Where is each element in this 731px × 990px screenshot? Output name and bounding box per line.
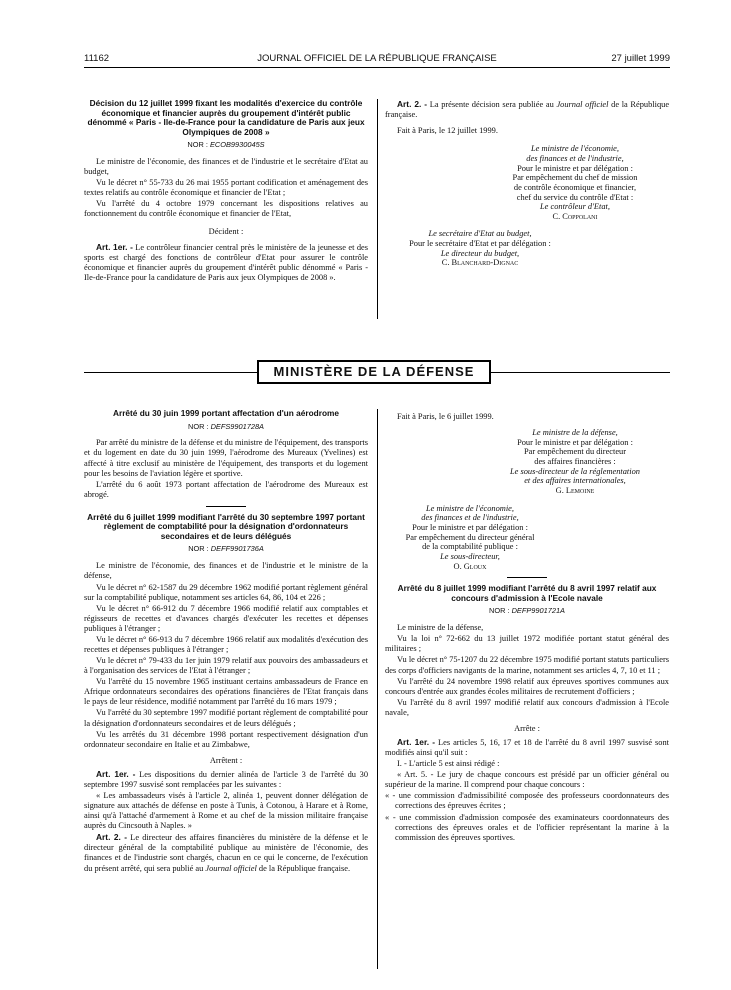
ministry-heading: MINISTÈRE DE LA DÉFENSE bbox=[257, 360, 491, 384]
paragraph: Vu l'arrêté du 4 octobre 1979 concernant les dispositions relatives au fonctionnement du contrôle économique et financier de l'Etat, bbox=[84, 199, 368, 219]
signature-block-3: Le ministre de la défense, Pour le ministre et par délégation : Par empêchement du directeur des affaires financières : Le sous-directeur de la réglementation et des affaires internationales, G. Lemoine bbox=[485, 428, 665, 496]
paragraph: Vu le décret n° 66-912 du 7 décembre 1966 modifié relatif aux comptables et régisseurs de recettes et d'avances chargés d'exécuter les recettes et dépenses publiques à l'étranger ; bbox=[84, 603, 368, 633]
paragraph: Vu l'arrêté du 15 novembre 1965 instituant certains ambassadeurs de France en Afrique ordonnateurs secondaires des opérations financières de l'Etat français dans le pays de leur résidence, modifié notamment par l'arrêté du 16 mars 1979 ; bbox=[84, 677, 368, 707]
paragraph: Vu le décret n° 62-1587 du 29 décembre 1962 modifié portant règlement général sur la comptabilité publique, notamment ses articles 64, 86, 104 et 226 ; bbox=[84, 582, 368, 602]
issue-date: 27 juillet 1999 bbox=[611, 53, 670, 64]
decision-1-left bbox=[84, 99, 368, 284]
paragraph: Vu les arrêtés du 31 décembre 1998 portant respectivement désignation d'un ordonnateur secondaire en Italie et au Zimbabwe, bbox=[84, 729, 368, 749]
signature-date: Fait à Paris, le 12 juillet 1999. bbox=[397, 126, 498, 136]
paragraph: Vu le décret n° 79-433 du 1er juin 1979 relatif aux pouvoirs des ambassadeurs et à l'organisation des services de l'Etat à l'étranger ; bbox=[84, 656, 368, 676]
nor-line: NOR : DEFF9901736A bbox=[188, 544, 264, 554]
paragraph: Vu l'arrêté du 8 avril 1997 modifié relatif aux concours d'admission à l'Ecole navale, bbox=[385, 697, 669, 717]
nor-line: NOR : ECOB9930045S bbox=[187, 140, 265, 150]
defense-right-column bbox=[385, 409, 669, 844]
arrete-3-title: Arrêté du 8 juillet 1999 modifiant l'arrêté du 8 avril 1997 relatif aux concours d'admission à l'Ecole navale bbox=[397, 583, 657, 603]
paragraph: Vu la loi n° 72-662 du 13 juillet 1972 modifiée portant statut général des militaires ; bbox=[385, 634, 669, 654]
list-item: « - une commission d'admission composée des examinateurs coordonnateurs des corrections des épreuves orales et de l'officier représentant la marine à la commission des épreuves sportives. bbox=[385, 812, 669, 842]
separator bbox=[507, 577, 547, 578]
column-divider bbox=[377, 99, 378, 319]
paragraph: Le ministre de la défense, bbox=[397, 623, 484, 633]
paragraph: Vu le décret n° 75-1207 du 22 décembre 1975 modifié portant statuts particuliers des corps d'officiers navigants de la marine, notamment ses articles 4, 7, 10 et 11 ; bbox=[385, 655, 669, 675]
nor-line: NOR : DEFS9901728A bbox=[187, 421, 264, 431]
signatory-name: C. Blanchard-Dignac bbox=[441, 258, 519, 268]
paragraph: Vu le décret n° 55-733 du 26 mai 1955 portant codification et aménagement des textes relatifs au contrôle économique et financier de l'Etat ; bbox=[84, 178, 368, 198]
article-1: Art. 1er. - Les dispositions du dernier alinéa de l'article 3 de l'arrêté du 30 septembre 1997 susvisé sont remplacées par les suivantes : bbox=[84, 768, 369, 789]
quote: « Les ambassadeurs visés à l'article 2, alinéa 1, peuvent donner délégation de signature aux attachés de défense en poste à Tunis, à Cotonou, à Harare et à Rome, ainsi qu'à l'attaché d'armement à Rome et au chef de la mission militaire française auprès du Cincsouth à Naples. » bbox=[84, 790, 368, 831]
signature-date: Fait à Paris, le 6 juillet 1999. bbox=[397, 412, 494, 421]
paragraph: Le ministre de l'économie, des finances et de l'industrie et le ministre de la défense, bbox=[84, 561, 368, 581]
item-1: I. - L'article 5 est ainsi rédigé : bbox=[397, 759, 500, 769]
nor-line: NOR : DEFP9901721A bbox=[488, 606, 565, 616]
article-5-quote: « Art. 5. - Le jury de chaque concours est présidé par un officier général ou supérieur de la marine. Il comprend pour chaque concours : bbox=[385, 770, 669, 790]
article-1: Art. 1er. - Les articles 5, 16, 17 et 18 de l'arrêté du 8 avril 1997 susvisé sont modifiés ainsi qu'il suit : bbox=[385, 736, 669, 758]
arrete-2-title: Arrêté du 6 juillet 1999 modifiant l'arrêté du 30 septembre 1997 portant règlement de comptabilité pour la désignation d'ordonnateurs secondaires et de leurs délégués bbox=[87, 511, 365, 541]
arrete-1-title: Arrêté du 30 juin 1999 portant affectation d'un aérodrome bbox=[112, 408, 340, 418]
article-2: Art. 2. - Le directeur des affaires financières du ministère de la défense et le directeur général de la comptabilité publique au ministère de l'économie, des finances et de l'industrie sont chargés, chacun en ce qui le concerne, de l'exécution du présent arrêté, qui sera publié au Journal officiel de la République française. bbox=[84, 832, 368, 873]
arrete-label: Arrête : bbox=[514, 723, 540, 733]
commission-list bbox=[385, 791, 669, 842]
paragraph: Vu l'arrêté du 24 novembre 1998 relatif aux épreuves sportives communes aux concours d'entrée aux grandes écoles militaires de recrutement d'officiers ; bbox=[385, 676, 669, 696]
arretent-label: Arrêtent : bbox=[209, 755, 243, 765]
paragraph: Vu l'arrêté du 30 septembre 1997 modifié portant règlement de comptabilité pour la désignation d'ordonnateurs secondaires et de leurs délégués ; bbox=[84, 708, 368, 728]
signatory-name: G. Lemoine bbox=[555, 486, 595, 496]
signature-block-4: Le ministre de l'économie, des finances et de l'industrie, Pour le ministre et par délégation : Par empêchement du directeur général de la comptabilité publique : Le sous-directeur, O. Gloux bbox=[385, 504, 555, 572]
defense-left-column bbox=[84, 409, 368, 875]
page-number: 11162 bbox=[84, 53, 110, 64]
column-divider bbox=[377, 409, 378, 969]
paragraph: Par arrêté du ministre de la défense et du ministre de l'équipement, des transports et du logement en date du 30 juin 1999, l'aérodrome des Mureaux (Yvelines) est affecté à titre exclusif au ministère de l'équipement, des transports et du logement pour les besoins de l'aviation légère et sportive. bbox=[84, 438, 368, 478]
paragraph: Vu le décret n° 66-913 du 7 décembre 1966 relatif aux modalités d'exécution des recettes et dépenses publiques à l'étranger ; bbox=[84, 634, 368, 654]
decident-label: Décident : bbox=[208, 227, 244, 237]
article-1: Art. 1er. - Le contrôleur financier central près le ministère de la jeunesse et des sports est chargé des fonctions de contrôleur d'Etat pour assurer le contrôle économique et financier auprès du groupement d'intérêt public dénommé « Paris - Ile-de-France pour la candidature de Paris aux jeux Olympiques de 2008 ». bbox=[84, 241, 368, 282]
decision-1-right bbox=[385, 99, 669, 268]
article-2: Art. 2. - La présente décision sera publiée au Journal officiel de la République française. bbox=[385, 99, 670, 120]
signatory-name: C. Coppolani bbox=[552, 211, 598, 221]
decision-title: Décision du 12 juillet 1999 fixant les modalités d'exercice du contrôle économique et financier auprès du groupement d'intérêt public dénommé « Paris - Ile-de-France pour la candidature de Paris aux jeux Olympiques de 2008 » bbox=[87, 98, 365, 137]
list-item: « - une commission d'admissibilité composée des professeurs coordonnateurs des corrections des épreuves écrites ; bbox=[385, 791, 669, 811]
paragraph: L'arrêté du 6 août 1973 portant affectation de l'aérodrome des Mureaux est abrogé. bbox=[84, 479, 368, 499]
signature-block-2: Le secrétaire d'Etat au budget, Pour le secrétaire d'Etat et par délégation : Le directeur du budget, C. Blanchard-Dignac bbox=[385, 229, 575, 268]
signatory-name: O. Gloux bbox=[453, 561, 487, 571]
page-header bbox=[84, 53, 670, 68]
signature-block-1: Le ministre de l'économie, des finances et de l'industrie, Pour le ministre et par délégation : Par empêchement du chef de mission de contrôle économique et financier, chef du service du contrôle d'Etat : Le contrôleur d'Etat, C. Coppolani bbox=[485, 144, 665, 221]
journal-title: JOURNAL OFFICIEL DE LA RÉPUBLIQUE FRANÇAISE bbox=[257, 53, 497, 64]
paragraph: Le ministre de l'économie, des finances et de l'industrie et le secrétaire d'Etat au budget, bbox=[84, 157, 368, 177]
separator bbox=[206, 506, 246, 507]
